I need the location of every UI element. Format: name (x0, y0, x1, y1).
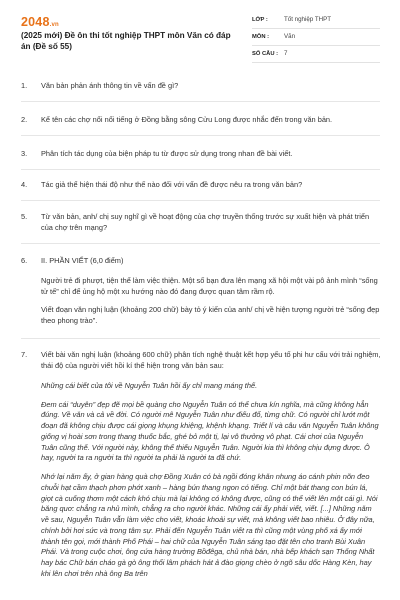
question-number: 2. (21, 115, 28, 124)
question-number: 7. (21, 350, 28, 359)
question-text: Từ văn bản, anh/ chị suy nghĩ gì về hoạt động của chợ truyền thống trước sự xuất hiện và phát triển của chợ trên mạng? (41, 212, 370, 232)
question-number: 5. (21, 212, 28, 221)
question-number: 4. (21, 180, 28, 189)
meta-key: MÔN : (252, 33, 270, 40)
paragraph: Người trẻ đi phượt, tiện thể làm việc thiện. Một số bạn đưa lên mạng xã hội một vài pô ảnh mình “sống tử tế” chỉ để ủng hộ một xu hướng nào đó đang được quan tâm rầm rộ. (41, 276, 378, 296)
question-text: Phân tích tác dụng của biện pháp tu từ được sử dụng trong nhan đề bài viết. (41, 149, 293, 158)
meta-row-count (252, 46, 380, 63)
question-text: Tác giả thể hiện thái độ như thế nào đối với vấn đề được nêu ra trong văn bản? (41, 180, 303, 189)
meta-value: Văn (284, 32, 296, 40)
site-logo[interactable] (21, 13, 59, 31)
question-text: II. PHẦN VIẾT (6,0 điểm) (41, 256, 124, 265)
document-header (0, 0, 400, 64)
meta-row-subject (252, 29, 380, 46)
page-title: (2025 mới) Đề ôn thi tốt nghiệp THPT môn Văn có đáp án (Đề số 55) (21, 31, 231, 52)
question-number: 6. (21, 256, 28, 265)
divider (21, 101, 380, 102)
meta-key: SỐ CÂU : (252, 50, 279, 57)
meta-table (252, 12, 380, 63)
logo-suffix: .vn (49, 22, 59, 28)
section-6-body (41, 276, 381, 335)
meta-row-grade (252, 12, 380, 29)
paragraph: Viết đoạn văn nghị luận (khoảng 200 chữ) bày tỏ ý kiến của anh/ chị về hiện tượng người trẻ “sống đẹp theo phong trào”. (41, 305, 380, 326)
question-text: Kể tên các chợ nổi nổi tiếng ở Đồng bằng sông Cửu Long được nhắc đến trong văn bản. (41, 115, 333, 124)
divider (21, 135, 380, 136)
question-text: Văn bản phản ánh thông tin về vấn đề gì? (41, 81, 179, 90)
section-7-body (41, 381, 381, 600)
divider (21, 338, 380, 339)
meta-value: Tốt nghiệp THPT (284, 15, 332, 23)
question-number: 1. (21, 81, 28, 90)
question-text: Viết bài văn nghị luận (khoảng 600 chữ) phân tích nghệ thuật kết hợp yếu tố phi hư cấu với trải nghiệm, thái độ của người viết hồi kí thể hiện trong văn bản sau: (41, 350, 381, 370)
meta-value: 7 (284, 49, 288, 57)
divider (21, 169, 380, 170)
passage-paragraph: Nhớ lại năm ấy, ở gian hàng quà chợ Đồng Xuân có bà ngồi đóng khăn nhung áo cánh phin nõn đeo chuỗi hạt cầm thạch phơn phớt xanh – hàng bún thang ngon có tiếng. Chỉ một bát thang con bún lá, giọt cà cuống thơm một cách khó chịu mà lại không có không được, cũng có thể viết lên một cái gì. Nói băng quơ: chẳng ra nhủ mình, chẳng ra cho người khác. Những cái ấy phải viết, viết. [...] Những năm về sau, Nguyễn Tuân vẫn làm việc cho viết, khoác khoải sự viết, mà không viết bao nhiêu. Ở đây nữa, chính bởi hơi sức và trong tâm sự. Phải đến Nguyễn Tuân viết ra thì cũng một vùng phố xá ấy mới thành tên gọi, mới thành Phố Phái – hai chữ của Nguyễn Tuân sáng tạo đặt tên cho tranh Bùi Xuân Phái. Và trong cuộc chơi, ông cứa hàng trường Bồđêga, chủ nhà bán, nhà bếp khách sạn Thống Nhất hay bác Chữ bán cháo gà gò ông thổi lâm phách hát ả đào giọng chèo ở ngõ sâu dốc Hàng Kèn, hay khi lên chơi trên nhà ông Ba trên (41, 472, 378, 578)
passage-paragraph: Đem cái “duyên” đẹp đẽ mọi bề quàng cho Nguyễn Tuân có thể chưa kín nghĩa, mà cũng không hẳn đúng. Về văn và cả về đời. Có người mê Nguyễn Tuân như điếu đổ, từng chữ. Có người chỉ lướt một đoạn đã không chịu được cái giọng khụng khiệng, khệnh khạng. Triết lí và câu văn Nguyễn Tuân không giống vị hoài sơn trong thang thuốc bắc, ghé bỏ một tị, lại vô thưởng vô phạt. Cái chơi của Nguyễn Tuân cũng thế. Với người này, không thể thiếu Nguyễn Tuân. Người kia thì không chịu đựng được. Ô hay, người ta ra người ta thì người ta phải là người ta đã chứ. (41, 399, 379, 463)
passage-heading: Những cái biết của tôi về Nguyễn Tuân hồi ấy chỉ mang máng thế. (41, 381, 258, 390)
question-number: 3. (21, 149, 28, 158)
logo-text: 2048 (21, 15, 50, 29)
meta-key: LỚP : (252, 16, 268, 23)
divider (21, 200, 380, 201)
divider (21, 243, 380, 244)
